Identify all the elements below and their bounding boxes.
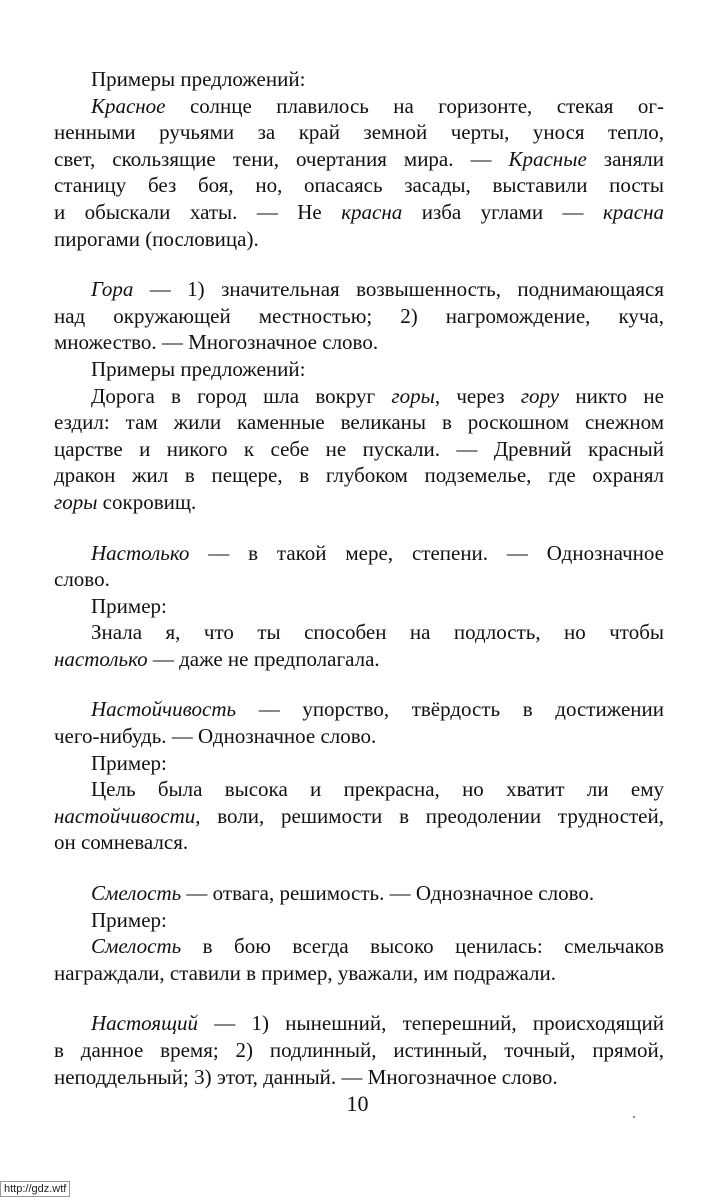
text-line — [54, 66, 664, 93]
italic-term: красна — [341, 199, 403, 224]
paragraph-gap — [54, 672, 664, 696]
text-line — [54, 93, 664, 120]
site-watermark[interactable]: http://gdz.wtf — [0, 1181, 70, 1197]
text-run: он сомневался. — [54, 830, 189, 855]
text-run: солнце плавилось на горизонте, стекая ог- — [165, 93, 664, 118]
text-run: Пример: — [91, 750, 167, 775]
text-run: — в такой мере, степени. — Однозначное — [189, 540, 664, 565]
text-run: заняли — [586, 146, 665, 171]
italic-term: гору — [520, 383, 560, 408]
text-line — [54, 1064, 664, 1091]
text-run: ездил: там жили каменные великаны в роскошном снежном — [54, 410, 664, 435]
text-line — [54, 696, 664, 723]
text-run: ненными ручьями за край земной черты, унося тепло, — [54, 120, 664, 145]
text-line — [54, 276, 664, 303]
text-line — [54, 566, 664, 593]
italic-term: красна — [602, 199, 665, 224]
text-run: Примеры предложений: — [91, 67, 306, 91]
page-text — [54, 66, 664, 1090]
text-line — [54, 356, 664, 383]
italic-term: горы — [391, 383, 435, 408]
text-run: в бою всегда высоко ценилась: смельчаков — [181, 934, 664, 959]
text-line — [54, 619, 664, 646]
text-line — [54, 776, 664, 803]
text-line — [54, 829, 664, 856]
text-line — [54, 489, 664, 516]
text-run: свет, скользящие тени, очертания мира. — — [54, 146, 509, 171]
text-line — [54, 226, 664, 253]
text-line — [54, 933, 664, 960]
text-line — [54, 409, 664, 436]
italic-term: настойчивости — [54, 803, 196, 828]
paragraph-gap — [54, 252, 664, 276]
text-run: чего-нибудь. — Однозначное слово. — [54, 724, 377, 749]
text-line — [54, 750, 664, 777]
text-line — [54, 146, 664, 173]
italic-term: Красные — [508, 146, 587, 171]
paragraph-gap — [54, 856, 664, 880]
text-run: — 1) нынешний, теперешний, происходящий — [198, 1011, 664, 1036]
text-run: неподдельный; 3) этот, данный. — Многозначное слово. — [54, 1064, 558, 1089]
text-line — [54, 303, 664, 330]
text-line — [54, 593, 664, 620]
italic-term: Настолько — [91, 540, 190, 565]
text-line — [54, 803, 664, 830]
text-run: слово. — [54, 567, 110, 592]
text-line — [54, 646, 664, 673]
text-run: — отвага, решимость. — Однозначное слово. — [181, 881, 595, 906]
text-line — [54, 119, 664, 146]
text-run: над окружающей местностью; 2) нагромождение, куча, — [54, 303, 664, 328]
text-run: царстве и никого к себе не пускали. — Древний красный — [54, 436, 664, 461]
text-run: изба углами — — [402, 199, 603, 224]
text-run: , воли, решимости в преодолении трудностей, — [195, 803, 664, 828]
text-run: Знала я, что ты способен на подлость, но чтобы — [91, 620, 664, 645]
text-line — [54, 960, 664, 987]
text-run: Пример: — [91, 593, 167, 618]
paragraph-gap — [54, 516, 664, 540]
text-line — [54, 1010, 664, 1037]
text-run: — даже не предполагала. — [147, 646, 380, 671]
text-run: станицу без боя, но, опасаясь засады, выставили посты — [54, 173, 664, 198]
text-run: Дорога в город шла вокруг — [91, 383, 392, 408]
text-run: множество. — Многозначное слово. — [54, 330, 379, 355]
italic-term: Настоящий — [91, 1011, 198, 1036]
italic-term: Настойчивость — [91, 697, 237, 722]
text-line — [54, 1037, 664, 1064]
text-run: , через — [434, 383, 521, 408]
text-run: — упорство, твёрдость в достижении — [236, 697, 664, 722]
text-line — [54, 540, 664, 567]
text-run: Цель была высока и прекрасна, но хватит ли ему — [91, 777, 664, 802]
text-line — [54, 383, 664, 410]
text-run: дракон жил в пещере, в глубоком подземелье, где охранял — [54, 463, 664, 488]
text-run: — 1) значительная возвышенность, поднимающаяся — [133, 277, 664, 302]
text-run: в данное время; 2) подлинный, истинный, точный, прямой, — [54, 1038, 664, 1062]
page-number: 10 — [346, 1091, 369, 1116]
text-line — [54, 907, 664, 934]
italic-term: Смелость — [91, 934, 182, 959]
italic-term: Красное — [91, 93, 166, 118]
text-run: Примеры предложений: — [91, 356, 306, 381]
text-run: и обыскали хаты. — Не — [54, 199, 342, 224]
text-line — [54, 723, 664, 750]
text-run: пирогами (пословица). — [54, 226, 259, 251]
text-line — [54, 880, 664, 907]
italic-term: горы — [54, 489, 98, 514]
text-line — [54, 329, 664, 356]
text-run: сокровищ. — [97, 489, 197, 514]
text-run: никто не — [559, 383, 664, 408]
italic-term: настолько — [54, 646, 148, 671]
text-line — [54, 436, 664, 463]
italic-term: Смелость — [91, 881, 182, 906]
text-run: награждали, ставили в пример, уважали, им подражали. — [54, 960, 556, 985]
paragraph-gap — [54, 986, 664, 1010]
scan-speck — [633, 1116, 635, 1118]
text-line — [54, 462, 664, 489]
italic-term: Гора — [91, 277, 134, 302]
text-line — [54, 172, 664, 199]
text-line — [54, 199, 664, 226]
text-run: Пример: — [91, 907, 167, 932]
